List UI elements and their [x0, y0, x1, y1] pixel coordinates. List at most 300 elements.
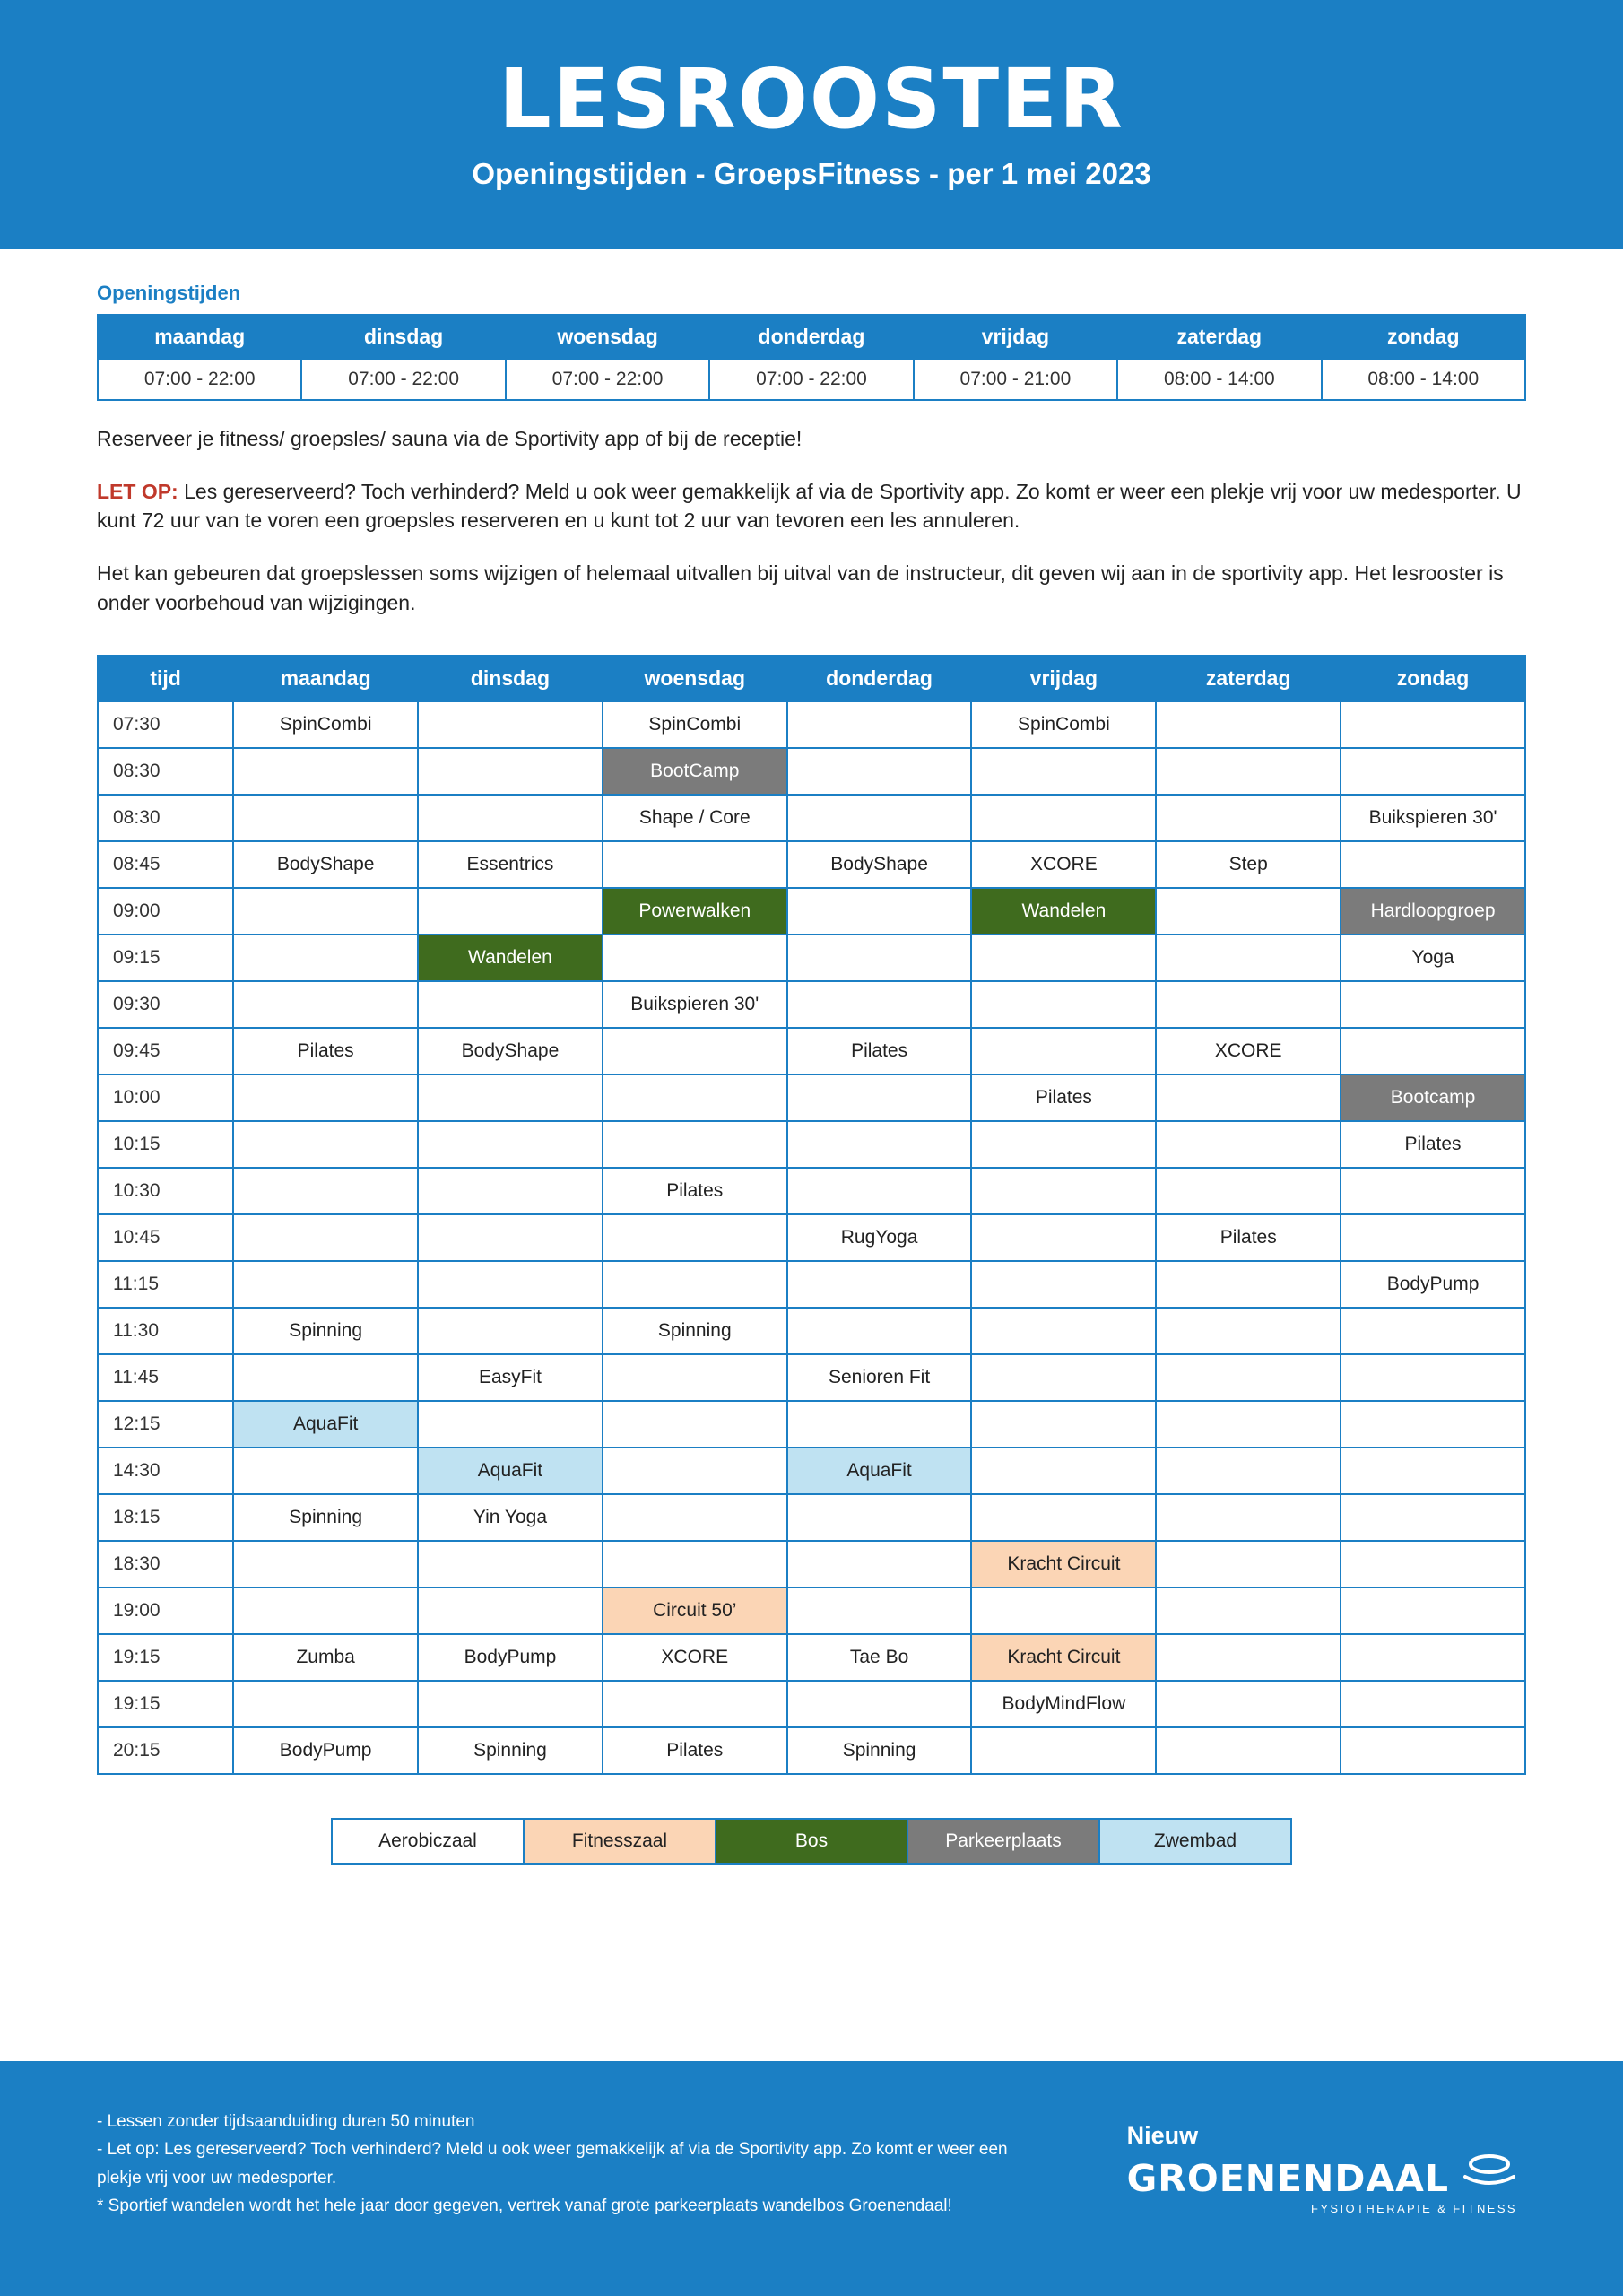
schedule-class-cell[interactable] [787, 1727, 972, 1774]
schedule-class-cell [971, 1587, 1156, 1634]
schedule-class-cell [1341, 1354, 1525, 1401]
empty-cell [972, 1122, 1155, 1167]
schedule-header-row [98, 656, 1525, 701]
schedule-class-cell[interactable] [1341, 935, 1525, 981]
schedule-time-cell: 12:15 [98, 1401, 233, 1448]
schedule-class-cell [418, 1074, 603, 1121]
schedule-col-zaterdag: zaterdag [1156, 656, 1341, 701]
schedule-class-cell [418, 1214, 603, 1261]
empty-cell [1341, 1728, 1524, 1773]
schedule-time-cell: 08:30 [98, 795, 233, 841]
schedule-class-cell[interactable] [603, 701, 787, 748]
schedule-class-cell [787, 981, 972, 1028]
empty-cell [234, 1542, 417, 1587]
schedule-col-woensdag: woensdag [603, 656, 787, 701]
schedule-class-cell [418, 981, 603, 1028]
class-label: AquaFit [419, 1448, 602, 1493]
schedule-class-cell [233, 888, 418, 935]
empty-cell [1341, 1309, 1524, 1353]
empty-cell [234, 1448, 417, 1493]
schedule-class-cell[interactable] [603, 1308, 787, 1354]
class-label: AquaFit [788, 1448, 971, 1493]
schedule-class-cell[interactable] [971, 841, 1156, 888]
logo-tagline: FYSIOTHERAPIE & FITNESS [1310, 2202, 1517, 2215]
schedule-class-cell[interactable] [971, 1634, 1156, 1681]
schedule-class-cell [787, 888, 972, 935]
schedule-class-cell [1341, 841, 1525, 888]
footer-notes [97, 2108, 1008, 2220]
class-label: Spinning [419, 1728, 602, 1773]
schedule-class-cell [1341, 1028, 1525, 1074]
empty-cell [972, 935, 1155, 980]
class-label: EasyFit [419, 1355, 602, 1400]
class-label: XCORE [1157, 1029, 1340, 1074]
schedule-class-cell[interactable] [233, 1494, 418, 1541]
class-label: Circuit 50’ [603, 1588, 786, 1633]
poster-footer [0, 2061, 1623, 2296]
schedule-class-cell [1156, 1354, 1341, 1401]
table-row [98, 701, 1525, 748]
schedule-class-cell[interactable] [418, 1727, 603, 1774]
class-label: Kracht Circuit [972, 1542, 1155, 1587]
schedule-class-cell [971, 1401, 1156, 1448]
schedule-class-cell[interactable] [971, 1541, 1156, 1587]
schedule-class-cell [603, 935, 787, 981]
schedule-class-cell [603, 1401, 787, 1448]
empty-cell [603, 1075, 786, 1120]
logo-row [1126, 2150, 1517, 2200]
schedule-class-cell [233, 1121, 418, 1168]
opening-day-dinsdag: dinsdag [301, 315, 505, 359]
empty-cell [603, 842, 786, 887]
schedule-class-cell [418, 1121, 603, 1168]
page-subtitle: Openingstijden - GroepsFitness - per 1 mei 2023 [472, 157, 1151, 190]
schedule-class-cell[interactable] [233, 1401, 418, 1448]
schedule-class-cell [1156, 1541, 1341, 1587]
schedule-class-cell[interactable] [1156, 1028, 1341, 1074]
schedule-col-zondag: zondag [1341, 656, 1525, 701]
empty-cell [1157, 1542, 1340, 1587]
schedule-class-cell [1156, 1308, 1341, 1354]
empty-cell [603, 1215, 786, 1260]
empty-cell [1157, 1635, 1340, 1680]
empty-cell [972, 1355, 1155, 1400]
empty-cell [1157, 1122, 1340, 1167]
empty-cell [603, 1448, 786, 1493]
schedule-time-cell: 10:45 [98, 1214, 233, 1261]
empty-cell [788, 1588, 971, 1633]
table-row [98, 1681, 1525, 1727]
schedule-table [97, 655, 1526, 1775]
schedule-time-cell: 09:45 [98, 1028, 233, 1074]
opening-hours-table [97, 314, 1526, 401]
schedule-class-cell[interactable] [971, 1074, 1156, 1121]
table-row [98, 1634, 1525, 1681]
schedule-class-cell [971, 1448, 1156, 1494]
schedule-class-cell [787, 701, 972, 748]
logo-nieuw-text: Nieuw [1126, 2122, 1199, 2149]
letop-label: LET OP: [97, 479, 178, 503]
opening-day-donderdag: donderdag [709, 315, 913, 359]
class-label: Spinning [234, 1309, 417, 1353]
empty-cell [1341, 842, 1524, 887]
schedule-class-cell [787, 1541, 972, 1587]
opening-hours-woensdag: 07:00 - 22:00 [506, 359, 709, 400]
empty-cell [419, 1262, 602, 1307]
empty-cell [1157, 935, 1340, 980]
class-label: BodyPump [234, 1728, 417, 1773]
footer-note-3: plekje vrij voor uw medesporter. [97, 2168, 337, 2187]
schedule-class-cell [971, 1727, 1156, 1774]
class-label: Kracht Circuit [972, 1635, 1155, 1680]
poster-header [0, 0, 1623, 249]
letop-paragraph [97, 477, 1526, 535]
schedule-class-cell [1156, 1401, 1341, 1448]
schedule-time-cell: 08:30 [98, 748, 233, 795]
empty-cell [788, 1542, 971, 1587]
class-label: XCORE [972, 842, 1155, 887]
empty-cell [972, 1215, 1155, 1260]
schedule-class-cell[interactable] [418, 841, 603, 888]
empty-cell [1341, 1588, 1524, 1633]
schedule-col-vrijdag: vrijdag [971, 656, 1156, 701]
schedule-class-cell [418, 888, 603, 935]
schedule-col-tijd: tijd [98, 656, 233, 701]
table-row [98, 795, 1525, 841]
schedule-class-cell [971, 1308, 1156, 1354]
schedule-class-cell [1156, 1121, 1341, 1168]
empty-cell [1157, 749, 1340, 794]
schedule-class-cell [1156, 935, 1341, 981]
schedule-class-cell [1341, 1214, 1525, 1261]
empty-cell [972, 796, 1155, 840]
empty-cell [234, 1682, 417, 1726]
class-label: BodyShape [788, 842, 971, 887]
schedule-class-cell[interactable] [418, 1354, 603, 1401]
schedule-class-cell[interactable] [603, 1168, 787, 1214]
class-label: Spinning [234, 1495, 417, 1540]
opening-hours-zaterdag: 08:00 - 14:00 [1117, 359, 1321, 400]
empty-cell [603, 1122, 786, 1167]
schedule-class-cell[interactable] [418, 1494, 603, 1541]
schedule-class-cell [787, 1261, 972, 1308]
schedule-class-cell[interactable] [418, 935, 603, 981]
schedule-class-cell [971, 1028, 1156, 1074]
schedule-class-cell[interactable] [418, 1634, 603, 1681]
empty-cell [1341, 702, 1524, 747]
schedule-class-cell [1156, 748, 1341, 795]
schedule-class-cell[interactable] [971, 888, 1156, 935]
content-area [97, 249, 1526, 1865]
schedule-class-cell[interactable] [787, 1214, 972, 1261]
empty-cell [603, 1262, 786, 1307]
class-label: Pilates [603, 1169, 786, 1213]
table-row [98, 1121, 1525, 1168]
class-label: Buikspieren 30' [1341, 796, 1524, 840]
table-row [98, 1541, 1525, 1587]
schedule-class-cell [418, 1587, 603, 1634]
schedule-class-cell [787, 1681, 972, 1727]
class-label: Zumba [234, 1635, 417, 1680]
class-label: Wandelen [972, 889, 1155, 934]
schedule-time-cell: 11:45 [98, 1354, 233, 1401]
class-label: BodyPump [419, 1635, 602, 1680]
class-label: SpinCombi [972, 702, 1155, 747]
schedule-class-cell[interactable] [233, 841, 418, 888]
table-row [98, 1028, 1525, 1074]
class-label: Spinning [603, 1309, 786, 1353]
empty-cell [788, 796, 971, 840]
schedule-time-cell: 19:15 [98, 1634, 233, 1681]
empty-cell [419, 1169, 602, 1213]
table-row [98, 1587, 1525, 1634]
empty-cell [1157, 1402, 1340, 1447]
empty-cell [788, 1169, 971, 1213]
table-row [98, 841, 1525, 888]
schedule-class-cell [233, 935, 418, 981]
class-label: SpinCombi [603, 702, 786, 747]
schedule-class-cell [787, 1121, 972, 1168]
schedule-class-cell[interactable] [418, 1028, 603, 1074]
schedule-class-cell [1156, 1168, 1341, 1214]
schedule-class-cell [971, 1214, 1156, 1261]
empty-cell [603, 935, 786, 980]
empty-cell [234, 796, 417, 840]
schedule-class-cell [1341, 1681, 1525, 1727]
schedule-class-cell[interactable] [233, 1727, 418, 1774]
opening-hours-row [98, 359, 1525, 400]
schedule-class-cell [418, 701, 603, 748]
schedule-class-cell [233, 1074, 418, 1121]
opening-hours-title: Openingstijden [97, 282, 241, 304]
schedule-class-cell[interactable] [233, 1634, 418, 1681]
schedule-class-cell [603, 1541, 787, 1587]
schedule-time-cell: 09:15 [98, 935, 233, 981]
class-label: Pilates [603, 1728, 786, 1773]
schedule-class-cell [1156, 1074, 1341, 1121]
schedule-class-cell[interactable] [603, 1587, 787, 1634]
empty-cell [972, 1169, 1155, 1213]
empty-cell [788, 1682, 971, 1726]
class-label: Shape / Core [603, 796, 786, 840]
schedule-time-cell: 10:30 [98, 1168, 233, 1214]
schedule-class-cell [233, 1261, 418, 1308]
schedule-class-cell [1156, 1587, 1341, 1634]
schedule-class-cell[interactable] [971, 701, 1156, 748]
empty-cell [1341, 1169, 1524, 1213]
schedule-class-cell[interactable] [971, 1681, 1156, 1727]
schedule-class-cell [233, 1541, 418, 1587]
empty-cell [419, 1309, 602, 1353]
schedule-class-cell[interactable] [787, 1634, 972, 1681]
empty-cell [1341, 1355, 1524, 1400]
opening-day-vrijdag: vrijdag [914, 315, 1117, 359]
schedule-time-cell: 18:15 [98, 1494, 233, 1541]
empty-cell [788, 1309, 971, 1353]
table-row [98, 981, 1525, 1028]
schedule-class-cell [1156, 1448, 1341, 1494]
class-label: BodyMindFlow [972, 1682, 1155, 1726]
schedule-class-cell[interactable] [603, 888, 787, 935]
empty-cell [972, 749, 1155, 794]
footer-note-2: - Let op: Les gereserveerd? Toch verhinderd? Meld u ook weer gemakkelijk af via de Sportivity app. Zo komt er weer een [97, 2140, 1008, 2160]
poster-body [0, 249, 1623, 2061]
empty-cell [1157, 982, 1340, 1027]
class-label: Hardloopgroep [1341, 889, 1524, 934]
schedule-time-cell: 18:30 [98, 1541, 233, 1587]
schedule-time-cell: 09:00 [98, 888, 233, 935]
table-row [98, 1074, 1525, 1121]
empty-cell [972, 1448, 1155, 1493]
schedule-class-cell [1341, 1168, 1525, 1214]
empty-cell [234, 1215, 417, 1260]
empty-cell [603, 1355, 786, 1400]
footer-note-1: - Lessen zonder tijdsaanduiding duren 50 minuten [97, 2112, 475, 2131]
empty-cell [972, 1029, 1155, 1074]
legend [97, 1818, 1526, 1865]
empty-cell [788, 749, 971, 794]
class-label: BootCamp [603, 749, 786, 794]
schedule-class-cell[interactable] [787, 1448, 972, 1494]
empty-cell [1157, 796, 1340, 840]
table-row [98, 1727, 1525, 1774]
empty-cell [419, 1588, 602, 1633]
empty-cell [1157, 1448, 1340, 1493]
opening-hours-donderdag: 07:00 - 22:00 [709, 359, 913, 400]
schedule-class-cell [1341, 1587, 1525, 1634]
schedule-class-cell [418, 1681, 603, 1727]
empty-cell [972, 1262, 1155, 1307]
schedule-class-cell[interactable] [787, 1354, 972, 1401]
class-label: Wandelen [419, 935, 602, 980]
empty-cell [972, 1309, 1155, 1353]
page-title: LESROOSTER [499, 51, 1124, 147]
empty-cell [1341, 1635, 1524, 1680]
empty-cell [1341, 1542, 1524, 1587]
empty-cell [1157, 889, 1340, 934]
empty-cell [419, 1542, 602, 1587]
schedule-class-cell[interactable] [1341, 795, 1525, 841]
schedule-class-cell[interactable] [603, 1727, 787, 1774]
schedule-class-cell[interactable] [1341, 1074, 1525, 1121]
intro-paragraph: Reserveer je fitness/ groepsles/ sauna via de Sportivity app of bij de receptie! [97, 427, 803, 450]
schedule-class-cell[interactable] [603, 795, 787, 841]
empty-cell [234, 982, 417, 1027]
schedule-col-donderdag: donderdag [787, 656, 972, 701]
empty-cell [788, 1075, 971, 1120]
schedule-time-cell: 07:30 [98, 701, 233, 748]
table-row [98, 1448, 1525, 1494]
schedule-time-cell: 10:15 [98, 1121, 233, 1168]
schedule-class-cell[interactable] [233, 701, 418, 748]
schedule-col-maandag: maandag [233, 656, 418, 701]
empty-cell [234, 1122, 417, 1167]
schedule-class-cell [603, 1261, 787, 1308]
empty-cell [419, 1215, 602, 1260]
schedule-class-cell[interactable] [787, 1028, 972, 1074]
class-label: AquaFit [234, 1402, 417, 1447]
schedule-class-cell [1156, 1494, 1341, 1541]
empty-cell [419, 1682, 602, 1726]
schedule-class-cell [1341, 1634, 1525, 1681]
schedule-class-cell[interactable] [1341, 888, 1525, 935]
empty-cell [1341, 1029, 1524, 1074]
footer-note-4: * Sportief wandelen wordt het hele jaar door gegeven, vertrek vanaf grote parkeerplaats wandelbos Groenendaal! [97, 2196, 952, 2216]
opening-day-zaterdag: zaterdag [1117, 315, 1321, 359]
schedule-class-cell[interactable] [233, 1308, 418, 1354]
schedule-class-cell [233, 1587, 418, 1634]
legend-item-aerobiczaal: Aerobiczaal [331, 1818, 525, 1865]
schedule-class-cell[interactable] [787, 841, 972, 888]
schedule-class-cell[interactable] [1156, 1214, 1341, 1261]
schedule-class-cell [1156, 1727, 1341, 1774]
empty-cell [1157, 1262, 1340, 1307]
schedule-class-cell[interactable] [418, 1448, 603, 1494]
schedule-time-cell: 19:00 [98, 1587, 233, 1634]
schedule-time-cell: 14:30 [98, 1448, 233, 1494]
class-label: RugYoga [788, 1215, 971, 1260]
class-label: Yin Yoga [419, 1495, 602, 1540]
table-row [98, 1401, 1525, 1448]
class-label: Pilates [972, 1075, 1155, 1120]
schedule-class-cell [1341, 981, 1525, 1028]
letop-text: Les gereserveerd? Toch verhinderd? Meld u ook weer gemakkelijk af via de Sportivity app. Zo komt er weer een plekje vrij voor uw medesporter. U kunt 72 uur van te voren een groepsles reserveren en u kunt tot 2 uur van tevoren een les annuleren. [97, 479, 1522, 533]
schedule-class-cell[interactable] [1341, 1261, 1525, 1308]
schedule-class-cell [971, 1494, 1156, 1541]
schedule-time-cell: 10:00 [98, 1074, 233, 1121]
schedule-time-cell: 11:15 [98, 1261, 233, 1308]
schedule-class-cell [971, 748, 1156, 795]
schedule-class-cell[interactable] [1156, 841, 1341, 888]
empty-cell [788, 1495, 971, 1540]
empty-cell [234, 1355, 417, 1400]
empty-cell [1157, 1588, 1340, 1633]
legend-item-zwembad: Zwembad [1098, 1818, 1292, 1865]
schedule-class-cell [1341, 748, 1525, 795]
legend-items [331, 1818, 1292, 1865]
empty-cell [419, 796, 602, 840]
class-label: Senioren Fit [788, 1355, 971, 1400]
empty-cell [972, 1495, 1155, 1540]
schedule-class-cell [1341, 1727, 1525, 1774]
schedule-class-cell [787, 1587, 972, 1634]
empty-cell [603, 1495, 786, 1540]
schedule-class-cell[interactable] [603, 981, 787, 1028]
schedule-class-cell [1156, 1681, 1341, 1727]
class-label: SpinCombi [234, 702, 417, 747]
schedule-class-cell [233, 748, 418, 795]
schedule-class-cell [1156, 981, 1341, 1028]
schedule-class-cell [1156, 888, 1341, 935]
schedule-class-cell [971, 981, 1156, 1028]
schedule-class-cell [603, 841, 787, 888]
schedule-class-cell[interactable] [603, 1634, 787, 1681]
class-label: Pilates [1341, 1122, 1524, 1167]
table-row [98, 1354, 1525, 1401]
opening-hours-maandag: 07:00 - 22:00 [98, 359, 301, 400]
schedule-class-cell[interactable] [603, 748, 787, 795]
schedule-class-cell [971, 1354, 1156, 1401]
empty-cell [603, 1542, 786, 1587]
schedule-class-cell [787, 1074, 972, 1121]
class-label: Bootcamp [1341, 1075, 1524, 1120]
schedule-class-cell [971, 1121, 1156, 1168]
empty-cell [419, 1075, 602, 1120]
schedule-class-cell[interactable] [1341, 1121, 1525, 1168]
schedule-class-cell[interactable] [233, 1028, 418, 1074]
class-label: Pilates [1157, 1215, 1340, 1260]
opening-hours-dinsdag: 07:00 - 22:00 [301, 359, 505, 400]
